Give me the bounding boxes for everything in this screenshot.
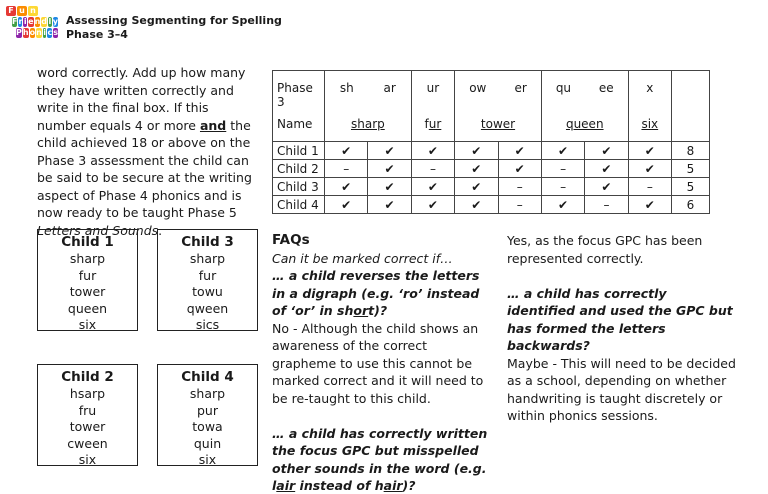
header-group-fur: [411, 71, 454, 142]
target-word: tower: [480, 117, 516, 131]
faq-q2-underlined-1: air: [276, 478, 296, 493]
logo-row-friendly: [12, 17, 58, 27]
intro-part1: word correctly. Add up how many they have written correctly and write in the final box. If this number equals 4 or more: [37, 65, 246, 133]
faq-question-2: [272, 425, 494, 494]
child-box-child2: [37, 364, 138, 466]
child-name-cell: Child 2: [273, 160, 325, 178]
faq-column-2: [507, 232, 737, 425]
check-mark-cell: ✔: [368, 142, 411, 160]
check-mark-cell: ✔: [411, 178, 454, 196]
logo-letter-tile: d: [41, 17, 48, 26]
table-header-row: [273, 71, 710, 142]
intro-part2: the child achieved 18 or above on the Phase 3 assessment the child can be said to be secure at the writing aspect of Phase 4 phonics and is now ready to be taught Phase 5: [37, 117, 252, 220]
faq-intro-line: Can it be marked correct if…: [272, 250, 453, 266]
check-mark-cell: ✔: [411, 142, 454, 160]
target-word-prefix: si: [641, 117, 652, 131]
child-box-title: Child 3: [181, 234, 234, 250]
dash-mark-cell: –: [541, 160, 584, 178]
spelled-word: tower: [69, 284, 106, 299]
intro-end: .: [158, 222, 163, 238]
check-mark-cell: ✔: [455, 142, 498, 160]
faq-q2-text: … a child has correctly written the focus GPC but misspelled other sounds in the word (e.g. l: [272, 425, 488, 493]
header-group-queen: [541, 71, 628, 142]
logo-letter-tile: h: [22, 28, 29, 37]
faq-column-1: [272, 232, 494, 494]
grapheme: sh: [339, 81, 354, 95]
check-mark-cell: ✔: [628, 142, 671, 160]
logo-letter-tile: F: [12, 17, 18, 26]
child-box-title: Child 2: [61, 369, 114, 385]
spelled-word: cween: [67, 435, 108, 451]
dash-mark-cell: –: [325, 160, 368, 178]
logo-letter-tile: F: [6, 6, 16, 16]
check-mark-cell: ✔: [455, 160, 498, 178]
faq-q1-underlined: or: [353, 303, 369, 318]
logo-row-fun: [6, 6, 58, 16]
spelled-word: pur: [197, 402, 218, 418]
table-row: [273, 142, 710, 160]
child-name-cell: Child 3: [273, 178, 325, 196]
spelled-word: towu: [192, 284, 223, 299]
target-word: sharp: [350, 117, 385, 131]
faq-answer-2: Yes, as the focus GPC has been represented correctly.: [507, 233, 703, 266]
spelled-word: sharp: [189, 251, 226, 266]
grapheme: ow: [469, 81, 487, 95]
logo-letter-tile: y: [52, 17, 58, 26]
grapheme: ee: [598, 81, 614, 95]
child-box-child1: [37, 229, 138, 331]
header-total-cell: [672, 71, 710, 142]
spelled-word: fur: [198, 267, 217, 283]
check-mark-cell: ✔: [498, 142, 541, 160]
logo-letter-tile: e: [28, 17, 34, 26]
target-word-focus: x: [651, 117, 659, 131]
header-group-sharp: [325, 71, 412, 142]
grapheme: ur: [426, 81, 440, 95]
child-box-child3: [157, 229, 258, 331]
check-mark-cell: ✔: [585, 142, 628, 160]
dash-mark-cell: –: [628, 178, 671, 196]
faq-question-3: … a child has correctly identified and used the GPC but has formed the letters backwards?: [507, 285, 733, 353]
faq-q2-end: )?: [402, 478, 416, 493]
logo-letter-tile: c: [47, 28, 53, 37]
check-mark-cell: ✔: [498, 160, 541, 178]
table-row: [273, 160, 710, 178]
check-mark-cell: ✔: [455, 196, 498, 214]
dash-mark-cell: –: [498, 196, 541, 214]
faq-q1-text: … a child reverses the letters in a digraph (e.g. ‘ro’ instead of ‘or’ in sh: [272, 268, 480, 318]
spelled-word: quin: [193, 435, 222, 451]
spelled-word: qween: [186, 300, 229, 316]
check-mark-cell: ✔: [628, 196, 671, 214]
check-mark-cell: ✔: [368, 160, 411, 178]
check-mark-cell: ✔: [541, 196, 584, 214]
faq-q2-underlined-2: air: [383, 478, 403, 493]
logo-letter-tile: i: [23, 17, 27, 26]
faq-answer-3: Maybe - This will need to be decided as a school, depending on whether handwriting is taught discretely or within phonics sessions.: [507, 355, 736, 423]
target-word: queen: [565, 117, 604, 131]
grapheme: er: [514, 81, 527, 95]
target-word-prefix: f: [424, 117, 429, 131]
dash-mark-cell: –: [585, 196, 628, 214]
faq-question-1: [272, 267, 494, 320]
logo-letter-tile: P: [16, 28, 22, 37]
spelled-word: towa: [192, 419, 223, 434]
header-group-six: [628, 71, 671, 142]
check-mark-cell: ✔: [325, 142, 368, 160]
dash-mark-cell: –: [498, 178, 541, 196]
grapheme: ar: [383, 81, 396, 95]
dash-mark-cell: –: [541, 178, 584, 196]
spelled-word: fur: [78, 267, 97, 283]
total-score-cell: 5: [672, 160, 710, 178]
fun-friendly-phonics-logo: [6, 6, 58, 42]
spelled-word: hsarp: [69, 386, 106, 401]
logo-letter-tile: s: [53, 28, 58, 37]
faq-q1-end: t)?: [368, 303, 388, 318]
intro-paragraph: [37, 64, 259, 239]
check-mark-cell: ✔: [585, 160, 628, 178]
check-mark-cell: ✔: [455, 178, 498, 196]
logo-letter-tile: u: [17, 6, 27, 16]
header-group-tower: [455, 71, 542, 142]
check-mark-cell: ✔: [368, 196, 411, 214]
phase-label: Phase 3: [277, 81, 313, 109]
page-header: [66, 14, 282, 42]
total-score-cell: 8: [672, 142, 710, 160]
spelled-word: six: [78, 317, 97, 332]
logo-letter-tile: l: [48, 17, 52, 26]
check-mark-cell: ✔: [325, 178, 368, 196]
table-body: [273, 142, 710, 214]
logo-letter-tile: n: [36, 28, 42, 37]
spelled-word: sharp: [189, 386, 226, 401]
check-mark-cell: ✔: [541, 142, 584, 160]
faq-q2-mid: instead of h: [295, 478, 384, 493]
child-box-title: Child 1: [61, 234, 114, 250]
check-mark-cell: ✔: [585, 178, 628, 196]
logo-letter-tile: r: [18, 17, 23, 26]
spelled-word: sics: [195, 317, 220, 332]
grapheme: qu: [555, 81, 572, 95]
table-row: [273, 178, 710, 196]
spelled-word: six: [198, 452, 217, 467]
logo-row-phonics: [16, 28, 58, 38]
phase3-assessment-table: [272, 70, 710, 214]
table-row: [273, 196, 710, 214]
intro-and: and: [199, 117, 227, 133]
header-title-line2: Phase 3–4: [66, 28, 128, 41]
child-box-title: Child 4: [181, 369, 234, 385]
check-mark-cell: ✔: [325, 196, 368, 214]
total-score-cell: 6: [672, 196, 710, 214]
child-name-cell: Child 1: [273, 142, 325, 160]
dash-mark-cell: –: [411, 160, 454, 178]
check-mark-cell: ✔: [368, 178, 411, 196]
logo-letter-tile: n: [34, 17, 41, 26]
spelled-word: tower: [69, 419, 106, 434]
logo-letter-tile: o: [29, 28, 36, 37]
faq-answer-1: No - Although the child shows an awareness of the correct grapheme to use this cannot be marked correct and it will need to be re-taught to this child.: [272, 320, 484, 406]
logo-letter-tile: n: [28, 6, 38, 16]
target-word-focus: ur: [428, 117, 442, 131]
spelled-word: sharp: [69, 251, 106, 266]
spelled-word: queen: [67, 300, 108, 316]
faq-heading: FAQs: [272, 232, 310, 248]
spelled-word: six: [78, 452, 97, 467]
logo-letter-tile: i: [43, 28, 46, 37]
child-name-cell: Child 4: [273, 196, 325, 214]
check-mark-cell: ✔: [628, 160, 671, 178]
grapheme: x: [646, 81, 654, 95]
child-box-child4: [157, 364, 258, 466]
header-title-line1: Assessing Segmenting for Spelling: [66, 14, 282, 27]
intro-letters-and-sounds: Letters and Sounds: [37, 222, 159, 238]
spelled-word: fru: [78, 402, 97, 418]
header-label-cell: [273, 71, 325, 142]
total-score-cell: 5: [672, 178, 710, 196]
check-mark-cell: ✔: [411, 196, 454, 214]
name-label: Name: [277, 117, 313, 131]
